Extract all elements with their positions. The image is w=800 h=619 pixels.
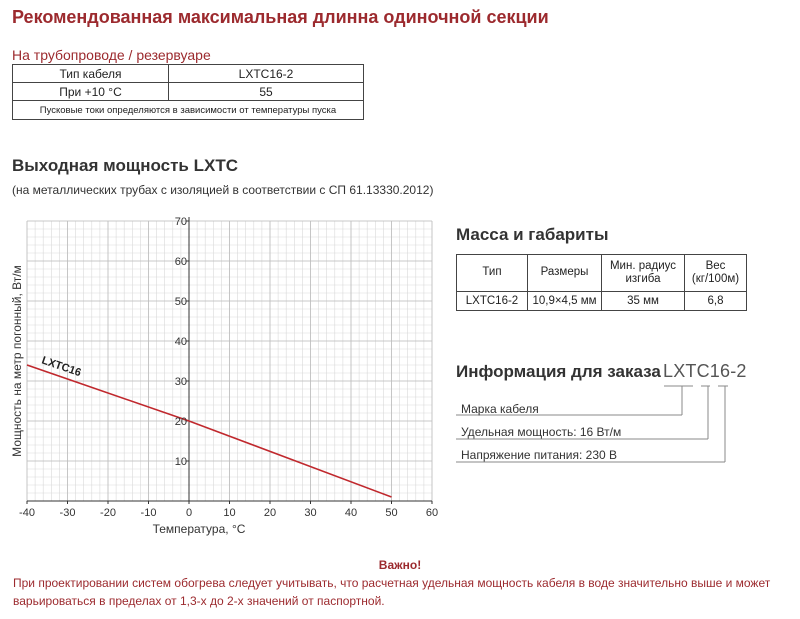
- mass-table: [456, 254, 747, 311]
- section-length-table: [12, 64, 364, 120]
- table-cell: LXTC16-2: [457, 292, 528, 311]
- x-axis-label: Температура, °C: [152, 522, 246, 536]
- table-cell: При +10 °C: [13, 83, 169, 101]
- x-tick-label: 60: [425, 507, 439, 519]
- order-code: LXTC16-2: [663, 361, 747, 381]
- y-axis-label: Мощность на метр погонный, Вт/м: [10, 265, 24, 457]
- y-tick-label: 70: [174, 216, 187, 228]
- x-tick-label: -10: [140, 507, 157, 519]
- series-label: LXTC16: [40, 354, 83, 380]
- important-text: При проектировании систем обогрева следует учитывать, что расчетная удельная мощность кабеля в воде значительно выше и может варьироваться в пределах от 1,3-х до 2-х значений от паспортной.: [13, 576, 771, 608]
- y-tick-label: 30: [174, 376, 187, 388]
- table-cell: 55: [169, 83, 364, 101]
- y-tick-label: 20: [174, 416, 187, 428]
- power-subtitle: (на металлических трубах с изоляцией в соответствии с СП 61.13330.2012): [12, 183, 434, 197]
- table-row: [13, 101, 364, 120]
- table-row: [13, 83, 364, 101]
- order-line-power: Удельная мощность: 16 Вт/м: [461, 425, 622, 439]
- table-header: Мин. радиус изгиба: [602, 255, 685, 292]
- x-tick-label: 10: [223, 507, 236, 519]
- table-row: [13, 65, 364, 83]
- table-header: Вес (кг/100м): [685, 255, 747, 292]
- mass-title: Масса и габариты: [456, 225, 609, 244]
- y-tick-label: 50: [174, 296, 187, 308]
- order-line-brand: Марка кабеля: [461, 402, 539, 416]
- x-tick-label: 30: [304, 507, 317, 519]
- table-header: Тип: [457, 255, 528, 292]
- y-tick-label: 40: [174, 336, 187, 348]
- page-title: Рекомендованная максимальная длинна одиночной секции: [12, 7, 549, 27]
- x-tick-label: 40: [344, 507, 358, 519]
- x-tick-label: -40: [19, 507, 35, 519]
- section-subtitle: На трубопроводе / резервуаре: [12, 47, 211, 63]
- x-tick-label: -20: [100, 507, 116, 519]
- order-title: Информация для заказа: [456, 362, 661, 381]
- x-tick-label: 0: [185, 507, 193, 519]
- x-tick-label: -30: [59, 507, 76, 519]
- y-tick-label: 60: [174, 256, 187, 268]
- table-row: [457, 292, 747, 311]
- table-cell: Тип кабеля: [13, 65, 169, 83]
- table-cell: 10,9×4,5 мм: [528, 292, 602, 311]
- table-cell: LXTC16-2: [169, 65, 364, 83]
- power-chart: [0, 208, 450, 548]
- x-tick-label: 20: [263, 507, 277, 519]
- y-tick-label: 10: [174, 456, 187, 468]
- order-line-voltage: Напряжение питания: 230 В: [461, 448, 618, 462]
- table-header: Размеры: [528, 255, 602, 292]
- x-tick-label: 50: [385, 507, 398, 519]
- power-title: Выходная мощность LXTC: [12, 156, 238, 175]
- table-header-row: [457, 255, 747, 292]
- important-title: Важно!: [378, 558, 422, 572]
- table-cell: 6,8: [685, 292, 747, 311]
- table-note: Пусковые токи определяются в зависимости от температуры пуска: [13, 101, 364, 120]
- table-cell: 35 мм: [602, 292, 685, 311]
